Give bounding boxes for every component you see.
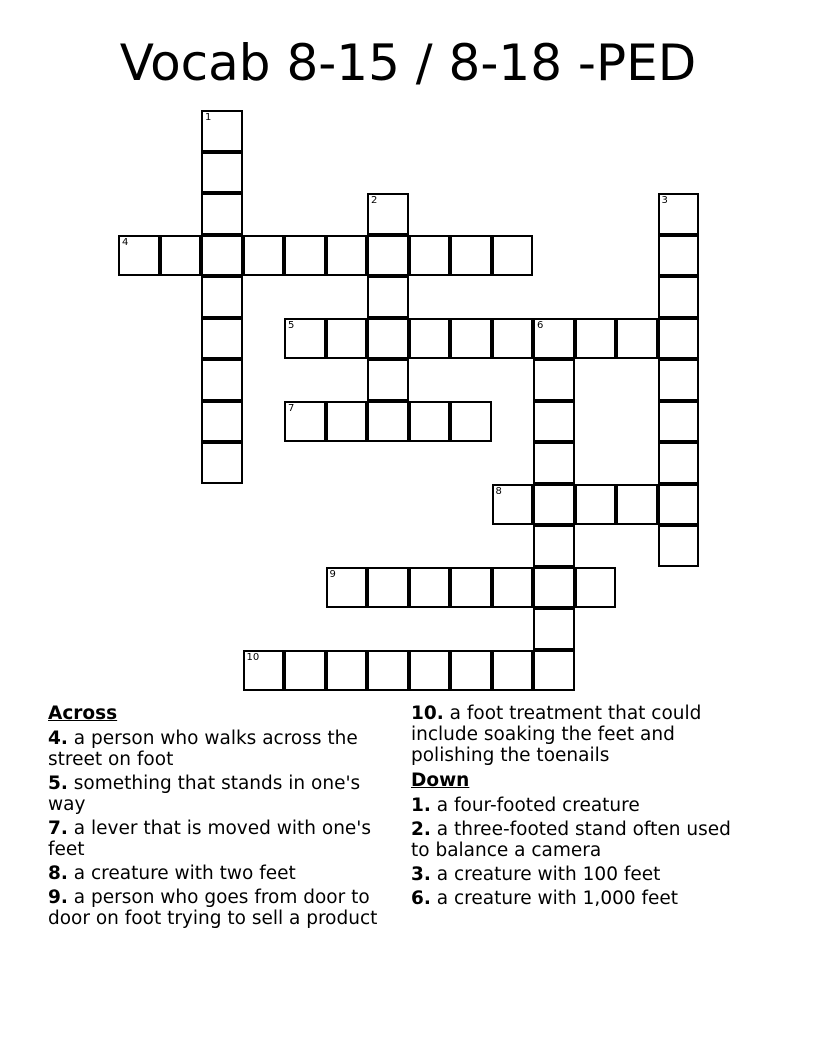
grid-cell[interactable] — [326, 567, 368, 609]
grid-cell[interactable] — [160, 235, 202, 277]
down-clue-list — [411, 795, 751, 909]
grid-cell[interactable] — [492, 318, 534, 360]
grid-cell[interactable] — [575, 567, 617, 609]
grid-cell[interactable] — [533, 401, 575, 443]
grid-cell[interactable] — [616, 484, 658, 526]
grid-cell[interactable] — [201, 318, 243, 360]
clue-num: 9. — [48, 887, 68, 908]
grid-cell[interactable] — [326, 235, 368, 277]
grid-cell[interactable] — [492, 650, 534, 692]
clue-number: 7 — [288, 402, 295, 414]
clue-num: 10. — [411, 703, 444, 724]
clue-num: 7. — [48, 818, 68, 839]
down-clue — [411, 795, 751, 816]
across-clue-list — [48, 728, 388, 929]
grid-cell[interactable] — [492, 567, 534, 609]
grid-cell[interactable] — [492, 235, 534, 277]
clue-text: a three-footed stand often used to balance a camera — [411, 819, 731, 861]
clues-left-column — [48, 703, 388, 932]
page-title: Vocab 8-15 / 8-18 -PED — [119, 34, 697, 92]
grid-cell[interactable] — [658, 235, 700, 277]
grid-cell[interactable] — [118, 235, 160, 277]
clue-text: a person who walks across the street on foot — [48, 728, 358, 770]
clue-num: 8. — [48, 863, 68, 884]
across-clue-list-continued — [411, 703, 751, 766]
clue-number: 4 — [122, 236, 129, 248]
clue-text: a lever that is moved with one's feet — [48, 818, 372, 860]
grid-cell[interactable] — [616, 318, 658, 360]
grid-cell[interactable] — [658, 193, 700, 235]
across-clue — [48, 818, 388, 860]
grid-cell[interactable] — [492, 484, 534, 526]
grid-cell[interactable] — [367, 359, 409, 401]
clue-text: a creature with 100 feet — [430, 864, 661, 885]
grid-cell[interactable] — [326, 318, 368, 360]
grid-cell[interactable] — [284, 650, 326, 692]
clue-text: a foot treatment that could include soaking the feet and polishing the toenails — [411, 703, 702, 766]
grid-cell[interactable] — [201, 442, 243, 484]
clue-num: 6. — [411, 888, 431, 909]
grid-cell[interactable] — [409, 318, 451, 360]
grid-cell[interactable] — [284, 401, 326, 443]
grid-cell[interactable] — [409, 235, 451, 277]
grid-cell[interactable] — [658, 525, 700, 567]
down-clue — [411, 819, 751, 861]
grid-cell[interactable] — [367, 567, 409, 609]
grid-cell[interactable] — [367, 318, 409, 360]
grid-cell[interactable] — [575, 318, 617, 360]
grid-cell[interactable] — [658, 401, 700, 443]
clue-number: 2 — [371, 195, 378, 206]
grid-cell[interactable] — [409, 567, 451, 609]
clue-number: 6 — [537, 319, 544, 331]
clue-text: a person who goes from door to door on foot trying to sell a product — [48, 887, 378, 929]
grid-cell[interactable] — [533, 567, 575, 609]
grid-cell[interactable] — [326, 650, 368, 692]
grid-cell[interactable] — [533, 608, 575, 650]
grid-cell[interactable] — [533, 650, 575, 692]
grid-cell[interactable] — [284, 235, 326, 277]
across-clue — [411, 703, 751, 766]
clue-text: a four-footed creature — [430, 795, 640, 816]
grid-cell[interactable] — [284, 318, 326, 360]
grid-cell[interactable] — [450, 650, 492, 692]
grid-cell[interactable] — [367, 401, 409, 443]
across-clue — [48, 773, 388, 815]
clue-number: 5 — [288, 319, 295, 331]
grid-cell[interactable] — [450, 318, 492, 360]
grid-cell[interactable] — [533, 359, 575, 401]
clue-num: 4. — [48, 728, 68, 749]
grid-cell[interactable] — [201, 193, 243, 235]
grid-cell[interactable] — [658, 442, 700, 484]
grid-cell[interactable] — [243, 650, 285, 692]
across-clue — [48, 728, 388, 770]
grid-cell[interactable] — [533, 442, 575, 484]
grid-cell[interactable] — [201, 110, 243, 152]
clue-num: 5. — [48, 773, 68, 794]
grid-cell[interactable] — [658, 359, 700, 401]
grid-cell[interactable] — [409, 401, 451, 443]
down-heading: Down — [411, 770, 470, 791]
grid-cell[interactable] — [409, 650, 451, 692]
across-clue — [48, 887, 388, 929]
grid-cell[interactable] — [201, 359, 243, 401]
down-clue — [411, 864, 751, 885]
clue-num: 1. — [411, 795, 431, 816]
grid-cell[interactable] — [201, 152, 243, 194]
grid-cell[interactable] — [367, 276, 409, 318]
down-clue — [411, 888, 751, 909]
grid-cell[interactable] — [367, 650, 409, 692]
clue-text: a creature with 1,000 feet — [430, 888, 679, 909]
across-heading: Across — [48, 703, 118, 724]
clue-number: 9 — [329, 568, 336, 580]
across-clue — [48, 863, 388, 884]
clue-number: 10 — [246, 651, 260, 663]
grid-cell[interactable] — [326, 401, 368, 443]
clue-text: a creature with two feet — [67, 863, 296, 884]
grid-cell[interactable] — [450, 235, 492, 277]
grid-cell[interactable] — [533, 484, 575, 526]
clues-right-column — [411, 703, 751, 912]
grid-cell[interactable] — [658, 484, 700, 526]
clue-num: 2. — [411, 819, 431, 840]
grid-cell[interactable] — [533, 318, 575, 360]
clue-number: 8 — [495, 485, 502, 497]
grid-cell[interactable] — [658, 318, 700, 360]
grid-cell[interactable] — [658, 276, 700, 318]
grid-cell[interactable] — [201, 276, 243, 318]
grid-cell[interactable] — [367, 193, 409, 235]
clue-num: 3. — [411, 864, 431, 885]
grid-cell[interactable] — [201, 401, 243, 443]
grid-cell[interactable] — [450, 567, 492, 609]
grid-cell[interactable] — [243, 235, 285, 277]
grid-cell[interactable] — [575, 484, 617, 526]
clue-number: 3 — [661, 195, 668, 206]
clue-text: something that stands in one's way — [48, 773, 361, 815]
grid-cell[interactable] — [533, 525, 575, 567]
grid-cell[interactable] — [367, 235, 409, 277]
clue-number: 1 — [205, 112, 212, 123]
grid-cell[interactable] — [201, 235, 243, 277]
grid-cell[interactable] — [450, 401, 492, 443]
